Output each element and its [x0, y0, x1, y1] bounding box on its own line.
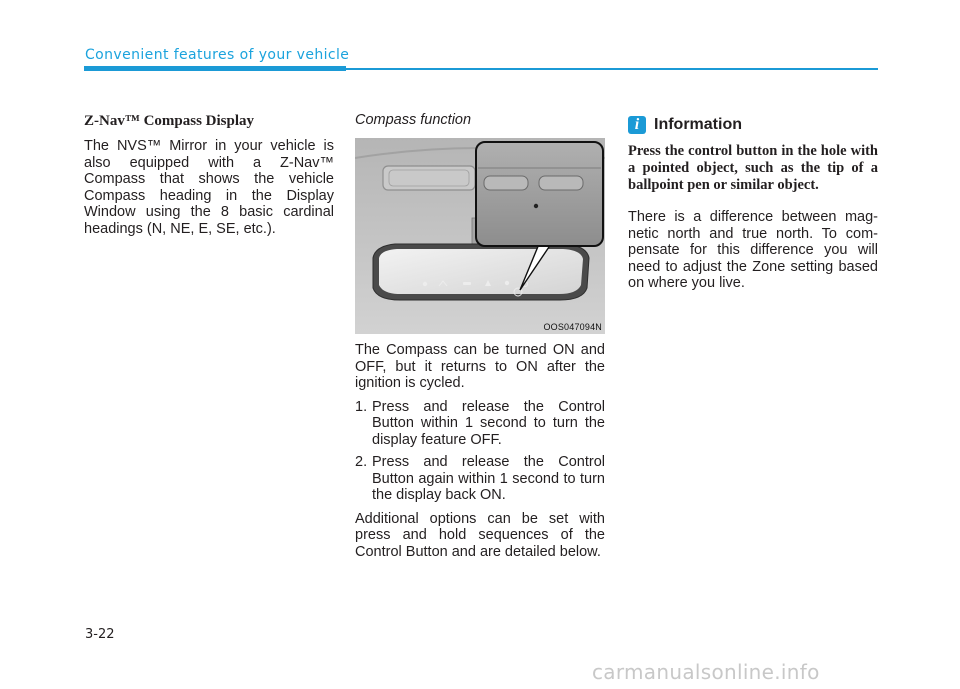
column-right	[628, 112, 878, 299]
step-number: 2.	[355, 454, 368, 470]
header-title: Convenient features of your vehicle	[85, 47, 350, 63]
information-note: Press the control button in the hole with a pointed object, such as the tip of a ballpoint pen or similar object.	[628, 143, 878, 193]
mirror-illustration	[355, 138, 605, 334]
information-header	[628, 116, 878, 134]
rearview-mirror-drawing	[355, 138, 605, 334]
header-rule-thick	[84, 66, 346, 71]
information-title: Information	[654, 116, 742, 133]
section-heading: Z-Nav™ Compass Display	[84, 113, 255, 129]
subsection-heading: Compass function	[355, 112, 472, 128]
figure-code: OOS047094N	[543, 322, 602, 332]
step-number: 1.	[355, 398, 368, 415]
information-paragraph: There is a difference between mag-netic north and true north. To com-pensate for this difference you will need to adjust the Zone setting based on where you live.	[628, 209, 878, 291]
step-text: Press and release the Control Button within 1 second to turn the display feature OFF.	[372, 398, 605, 448]
page-number: 3-22	[85, 627, 115, 642]
steps-list	[355, 399, 605, 504]
column-left	[84, 112, 334, 244]
watermark: carmanualsonline.info	[592, 660, 820, 684]
list-item	[355, 399, 605, 449]
compass-outro: Additional options can be set with press and hold sequences of the Control Button and are detailed below.	[355, 510, 605, 560]
list-item	[355, 454, 605, 504]
step-text: Press and release the Control Button again within 1 second to turn the display back ON.	[372, 454, 605, 503]
header-rule-thin	[346, 68, 878, 70]
compass-intro: The Compass can be turned ON and OFF, but it returns to ON after the ignition is cycled.	[355, 342, 605, 391]
column-middle	[355, 112, 605, 567]
info-icon: i	[628, 116, 646, 134]
compass-description: The NVS™ Mirror in your vehicle is also equipped with a Z-Nav™ Compass that shows the vehicle Compass heading in the Display Window using the 8 basic cardinal headings (N, NE, E, SE, etc.).	[84, 138, 334, 237]
